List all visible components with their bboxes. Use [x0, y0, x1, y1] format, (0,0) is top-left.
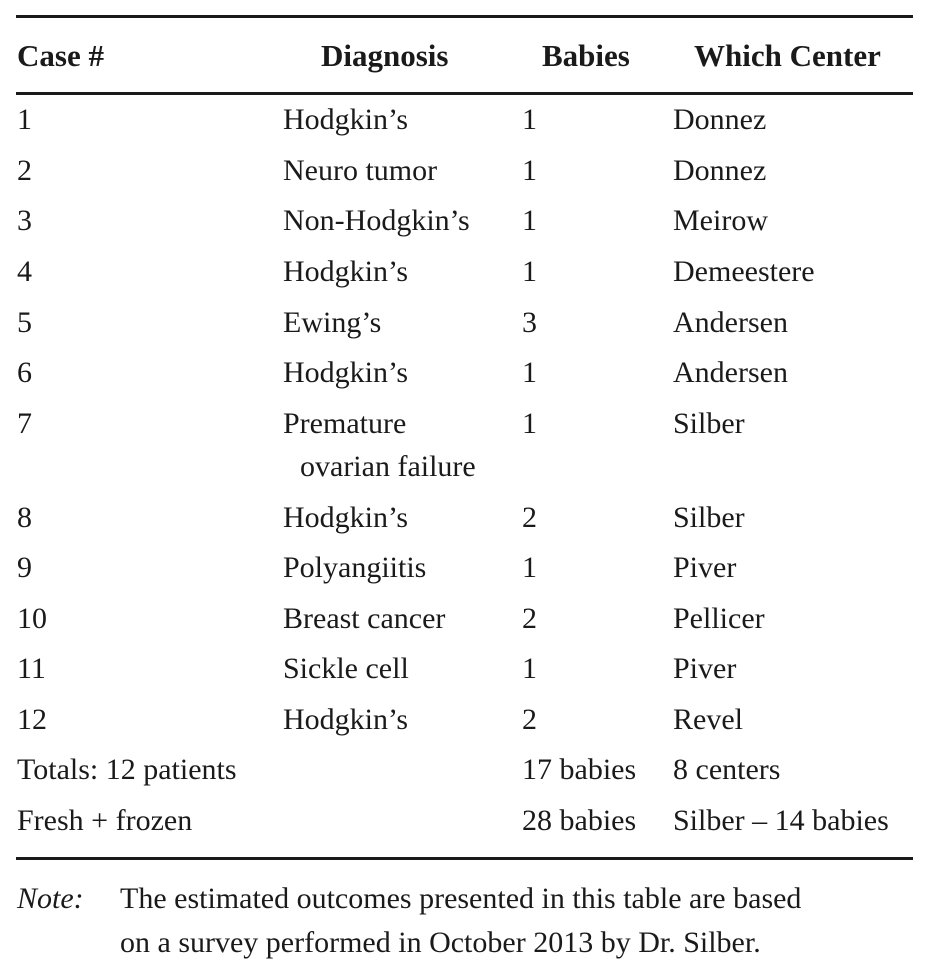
cell-center: Donnez — [673, 103, 767, 136]
header-diagnosis: Diagnosis — [321, 38, 449, 73]
cell-babies: 1 — [522, 255, 537, 288]
cell-center: Silber — [673, 501, 745, 534]
cell-center: Donnez — [673, 154, 767, 187]
cell-babies: 1 — [522, 154, 537, 187]
cell-diagnosis: Ewing’s — [283, 306, 382, 339]
cell-diagnosis: Hodgkin’s — [283, 356, 409, 389]
cell-case: 4 — [17, 255, 32, 288]
cell-babies: 1 — [522, 103, 537, 136]
cell-center: Demeestere — [673, 255, 815, 288]
header-babies: Babies — [542, 38, 630, 73]
note-text-line-2: on a survey performed in October 2013 by Dr. Silber. — [120, 926, 761, 959]
cell-case: 7 — [17, 407, 32, 440]
cell-babies: 1 — [522, 407, 537, 440]
cell-diagnosis: Sickle cell — [283, 652, 409, 685]
cell-diagnosis: Premature — [283, 407, 407, 440]
cell-diagnosis: Breast cancer — [283, 602, 446, 635]
cell-babies: 1 — [522, 551, 537, 584]
cell-case: 3 — [17, 204, 32, 237]
cell-diagnosis: Non-Hodgkin’s — [283, 204, 470, 237]
cell-case: 2 — [17, 154, 32, 187]
cell-case: 1 — [17, 103, 32, 136]
summary-babies: 17 babies — [522, 753, 637, 786]
cell-center: Pellicer — [673, 602, 765, 635]
cell-diagnosis: Hodgkin’s — [283, 703, 409, 736]
cell-babies: 3 — [522, 306, 537, 339]
cell-case: 10 — [17, 602, 47, 635]
cell-center: Andersen — [673, 306, 788, 339]
cell-diagnosis: Neuro tumor — [283, 154, 438, 187]
header-case: Case # — [17, 38, 104, 73]
cell-case: 9 — [17, 551, 32, 584]
cell-diagnosis-continued: ovarian failure — [300, 450, 476, 483]
cell-babies: 1 — [522, 652, 537, 685]
header-which-center: Which Center — [694, 38, 881, 73]
table-top-rule — [16, 15, 913, 18]
note-label: Note: — [17, 882, 84, 915]
cell-case: 12 — [17, 703, 47, 736]
table-header-rule — [16, 92, 913, 95]
cell-case: 8 — [17, 501, 32, 534]
cell-babies: 2 — [522, 602, 537, 635]
cell-case: 5 — [17, 306, 32, 339]
cell-diagnosis: Hodgkin’s — [283, 501, 409, 534]
cell-center: Revel — [673, 703, 743, 736]
cell-babies: 2 — [522, 703, 537, 736]
summary-label: Totals: 12 patients — [17, 753, 237, 786]
summary-center: Silber – 14 babies — [673, 804, 889, 837]
cell-case: 11 — [17, 652, 46, 685]
cell-case: 6 — [17, 356, 32, 389]
cell-babies: 1 — [522, 204, 537, 237]
cell-diagnosis: Hodgkin’s — [283, 103, 409, 136]
summary-babies: 28 babies — [522, 804, 637, 837]
summary-center: 8 centers — [673, 753, 781, 786]
cell-diagnosis: Polyangiitis — [283, 551, 427, 584]
cell-center: Meirow — [673, 204, 768, 237]
cell-center: Silber — [673, 407, 745, 440]
summary-label: Fresh + frozen — [17, 804, 193, 837]
cell-babies: 2 — [522, 501, 537, 534]
cell-diagnosis: Hodgkin’s — [283, 255, 409, 288]
note-text-line-1: The estimated outcomes presented in this table are based — [120, 882, 802, 915]
cell-center: Andersen — [673, 356, 788, 389]
table-bottom-rule — [16, 857, 913, 860]
cell-babies: 1 — [522, 356, 537, 389]
cell-center: Piver — [673, 652, 737, 685]
cell-center: Piver — [673, 551, 737, 584]
